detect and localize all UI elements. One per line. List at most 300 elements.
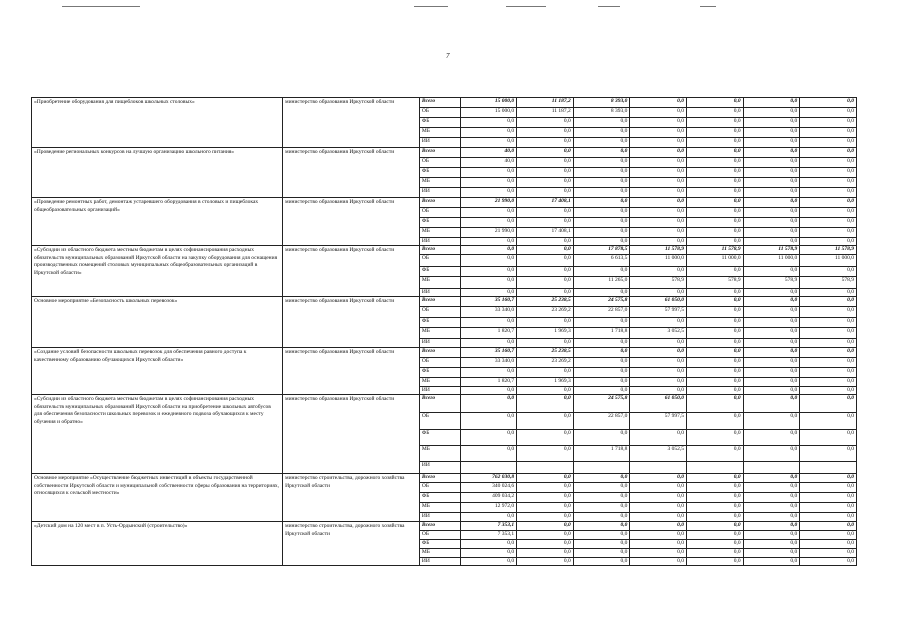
amount-cell: 0,0 bbox=[743, 348, 800, 358]
amount-cell: 0,0 bbox=[743, 168, 800, 178]
amount-cell: 0,0 bbox=[630, 267, 687, 277]
amount-cell: 0,0 bbox=[687, 531, 744, 540]
amount-cell: 0,0 bbox=[800, 531, 857, 540]
amount-cell: 0,0 bbox=[517, 218, 574, 228]
amount-cell: 0,0 bbox=[460, 208, 517, 218]
amount-cell: 0,0 bbox=[517, 138, 574, 148]
amount-cell: 0,0 bbox=[743, 522, 800, 531]
amount-cell: 0,0 bbox=[573, 368, 630, 378]
amount-cell: 0,0 bbox=[800, 348, 857, 358]
amount-cell: 0,0 bbox=[800, 168, 857, 178]
amount-cell: 0,0 bbox=[460, 549, 517, 558]
amount-cell: 0,0 bbox=[630, 108, 687, 118]
amount-cell: 0,0 bbox=[743, 395, 800, 413]
amount-cell: 3 052,5 bbox=[630, 446, 687, 462]
amount-cell: 0,0 bbox=[460, 168, 517, 178]
amount-cell: 0,0 bbox=[517, 188, 574, 198]
amount-cell: 11 578,9 bbox=[800, 246, 857, 255]
amount-cell: 0,0 bbox=[630, 228, 687, 238]
amount-cell: 17 878,5 bbox=[573, 246, 630, 255]
amount-cell: 0,0 bbox=[743, 503, 800, 513]
amount-cell: 0,0 bbox=[800, 297, 857, 307]
amount-cell: 35 160,7 bbox=[460, 297, 517, 307]
scan-artifact bbox=[506, 6, 546, 7]
table-row bbox=[32, 395, 857, 413]
amount-cell: 0,0 bbox=[517, 474, 574, 483]
amount-cell: 0,0 bbox=[573, 387, 630, 395]
amount-cell: 0,0 bbox=[743, 289, 800, 297]
funding-source-label: ФБ bbox=[419, 118, 460, 128]
amount-cell: 0,0 bbox=[800, 474, 857, 483]
executor-name: министерство образования Иркутской области bbox=[283, 297, 420, 348]
amount-cell: 0,0 bbox=[687, 387, 744, 395]
amount-cell: 0,0 bbox=[573, 228, 630, 238]
amount-cell: 0,0 bbox=[800, 208, 857, 218]
funding-source-label: ФБ bbox=[419, 493, 460, 503]
funding-source-label: ФБ bbox=[419, 168, 460, 178]
amount-cell: 0,0 bbox=[630, 118, 687, 128]
amount-cell: 12 972,0 bbox=[460, 503, 517, 513]
amount-cell: 0,0 bbox=[460, 218, 517, 228]
amount-cell: 0,0 bbox=[800, 522, 857, 531]
amount-cell: 33 340,0 bbox=[460, 307, 517, 318]
amount-cell: 0,0 bbox=[687, 238, 744, 246]
amount-cell: 0,0 bbox=[573, 138, 630, 148]
amount-cell: 0,0 bbox=[517, 387, 574, 395]
amount-cell: 0,0 bbox=[687, 474, 744, 483]
amount-cell: 0,0 bbox=[460, 446, 517, 462]
amount-cell: 0,0 bbox=[743, 446, 800, 462]
amount-cell: 0,0 bbox=[743, 98, 800, 108]
amount-cell: 0,0 bbox=[460, 138, 517, 148]
amount-cell: 0,0 bbox=[573, 178, 630, 188]
funding-source-label: ОБ bbox=[419, 255, 460, 267]
amount-cell: 578,9 bbox=[630, 277, 687, 289]
funding-source-label: МБ bbox=[419, 228, 460, 238]
amount-cell: 0,0 bbox=[687, 549, 744, 558]
amount-cell: 0,0 bbox=[630, 387, 687, 395]
amount-cell: 17 408,1 bbox=[517, 198, 574, 208]
amount-cell: 0,0 bbox=[800, 178, 857, 188]
amount-cell: 0,0 bbox=[573, 549, 630, 558]
amount-cell: 0,0 bbox=[800, 413, 857, 430]
amount-cell: 0,0 bbox=[800, 108, 857, 118]
amount-cell: 0,0 bbox=[687, 358, 744, 368]
amount-cell: 0,0 bbox=[687, 98, 744, 108]
amount-cell: 0,0 bbox=[573, 483, 630, 493]
amount-cell: 22 857,0 bbox=[573, 307, 630, 318]
amount-cell: 0,0 bbox=[687, 328, 744, 339]
amount-cell: 17 408,1 bbox=[517, 228, 574, 238]
amount-cell: 0,0 bbox=[743, 413, 800, 430]
amount-cell: 23 269,2 bbox=[517, 358, 574, 368]
amount-cell: 21 990,0 bbox=[460, 198, 517, 208]
amount-cell: 0,0 bbox=[800, 148, 857, 158]
amount-cell: 0,0 bbox=[800, 267, 857, 277]
amount-cell: 0,0 bbox=[517, 540, 574, 549]
amount-cell bbox=[630, 462, 687, 474]
amount-cell: 0,0 bbox=[460, 413, 517, 430]
amount-cell: 0,0 bbox=[743, 297, 800, 307]
amount-cell: 0,0 bbox=[743, 128, 800, 138]
amount-cell: 0,0 bbox=[630, 178, 687, 188]
amount-cell: 0,0 bbox=[687, 267, 744, 277]
amount-cell: 0,0 bbox=[517, 430, 574, 446]
amount-cell: 0,0 bbox=[630, 318, 687, 328]
amount-cell: 0,0 bbox=[687, 307, 744, 318]
amount-cell: 0,0 bbox=[687, 178, 744, 188]
amount-cell: 0,0 bbox=[630, 483, 687, 493]
amount-cell: 0,0 bbox=[517, 368, 574, 378]
amount-cell: 0,0 bbox=[800, 98, 857, 108]
funding-source-label: Всего bbox=[419, 198, 460, 208]
amount-cell: 0,0 bbox=[687, 108, 744, 118]
amount-cell: 0,0 bbox=[630, 493, 687, 503]
amount-cell: 0,0 bbox=[517, 318, 574, 328]
amount-cell bbox=[687, 462, 744, 474]
amount-cell: 11 578,9 bbox=[687, 246, 744, 255]
funding-source-label: ИИ bbox=[419, 387, 460, 395]
amount-cell: 0,0 bbox=[573, 158, 630, 168]
amount-cell: 0,0 bbox=[800, 228, 857, 238]
amount-cell: 11 000,0 bbox=[687, 255, 744, 267]
amount-cell: 0,0 bbox=[743, 228, 800, 238]
amount-cell: 0,0 bbox=[800, 307, 857, 318]
amount-cell: 0,0 bbox=[800, 158, 857, 168]
amount-cell: 0,0 bbox=[800, 387, 857, 395]
amount-cell: 0,0 bbox=[517, 549, 574, 558]
amount-cell: 0,0 bbox=[573, 430, 630, 446]
amount-cell: 0,0 bbox=[687, 483, 744, 493]
amount-cell: 0,0 bbox=[573, 348, 630, 358]
amount-cell: 0,0 bbox=[800, 318, 857, 328]
table-row bbox=[32, 198, 857, 208]
amount-cell: 0,0 bbox=[743, 339, 800, 348]
amount-cell: 0,0 bbox=[460, 395, 517, 413]
amount-cell: 0,0 bbox=[517, 168, 574, 178]
executor-name: министерство строительства, дорожного хозяйства Иркутской области bbox=[283, 522, 420, 566]
amount-cell: 0,0 bbox=[517, 128, 574, 138]
amount-cell: 0,0 bbox=[800, 446, 857, 462]
amount-cell bbox=[573, 462, 630, 474]
amount-cell: 0,0 bbox=[573, 474, 630, 483]
amount-cell: 0,0 bbox=[517, 208, 574, 218]
activity-name: «Проведение региональных конкурсов на лучшую организацию школьного питания» bbox=[32, 148, 283, 198]
amount-cell: 0,0 bbox=[743, 358, 800, 368]
amount-cell: 0,0 bbox=[743, 318, 800, 328]
amount-cell: 0,0 bbox=[630, 168, 687, 178]
amount-cell: 0,0 bbox=[743, 238, 800, 246]
executor-name: министерство строительства, дорожного хозяйства Иркутской области bbox=[283, 474, 420, 522]
amount-cell: 0,0 bbox=[573, 558, 630, 566]
amount-cell: 0,0 bbox=[800, 430, 857, 446]
amount-cell: 0,0 bbox=[687, 493, 744, 503]
amount-cell: 0,0 bbox=[687, 446, 744, 462]
funding-source-label: ФБ bbox=[419, 218, 460, 228]
amount-cell: 0,0 bbox=[460, 267, 517, 277]
funding-source-label: Всего bbox=[419, 522, 460, 531]
amount-cell: 0,0 bbox=[743, 368, 800, 378]
amount-cell: 0,0 bbox=[630, 138, 687, 148]
amount-cell: 1 969,3 bbox=[517, 378, 574, 387]
amount-cell: 0,0 bbox=[460, 513, 517, 522]
activity-name: «Приобретение оборудования для пищеблоков школьных столовых» bbox=[32, 98, 283, 148]
amount-cell: 0,0 bbox=[573, 218, 630, 228]
amount-cell: 0,0 bbox=[460, 118, 517, 128]
amount-cell: 0,0 bbox=[743, 148, 800, 158]
funding-source-label: ФБ bbox=[419, 368, 460, 378]
funding-source-label: ИИ bbox=[419, 238, 460, 246]
funding-source-label: ОБ bbox=[419, 413, 460, 430]
amount-cell: 0,0 bbox=[687, 218, 744, 228]
activity-name: «Детский дом на 120 мест в п. Усть-Ордынский (строительство)» bbox=[32, 522, 283, 566]
amount-cell: 0,0 bbox=[687, 522, 744, 531]
funding-source-label: ИИ bbox=[419, 138, 460, 148]
amount-cell: 11 000,0 bbox=[630, 255, 687, 267]
amount-cell: 0,0 bbox=[687, 148, 744, 158]
amount-cell: 0,0 bbox=[573, 513, 630, 522]
amount-cell: 0,0 bbox=[800, 188, 857, 198]
amount-cell: 0,0 bbox=[800, 540, 857, 549]
amount-cell: 0,0 bbox=[630, 348, 687, 358]
amount-cell: 0,0 bbox=[630, 148, 687, 158]
amount-cell: 11 187,2 bbox=[517, 108, 574, 118]
funding-source-label: Всего bbox=[419, 148, 460, 158]
amount-cell: 0,0 bbox=[743, 387, 800, 395]
funding-source-label: Всего bbox=[419, 297, 460, 307]
amount-cell: 0,0 bbox=[687, 540, 744, 549]
amount-cell: 0,0 bbox=[630, 531, 687, 540]
amount-cell: 0,0 bbox=[460, 238, 517, 246]
amount-cell: 0,0 bbox=[743, 188, 800, 198]
amount-cell: 0,0 bbox=[630, 238, 687, 246]
funding-source-label: ФБ bbox=[419, 267, 460, 277]
scan-artifact bbox=[700, 6, 716, 7]
amount-cell: 0,0 bbox=[517, 246, 574, 255]
amount-cell: 0,0 bbox=[743, 138, 800, 148]
amount-cell: 0,0 bbox=[573, 118, 630, 128]
amount-cell: 0,0 bbox=[687, 413, 744, 430]
amount-cell: 0,0 bbox=[687, 339, 744, 348]
amount-cell: 0,0 bbox=[800, 513, 857, 522]
amount-cell: 340 024,6 bbox=[460, 483, 517, 493]
funding-source-label: ОБ bbox=[419, 158, 460, 168]
amount-cell: 0,0 bbox=[573, 522, 630, 531]
amount-cell: 0,0 bbox=[573, 540, 630, 549]
amount-cell: 61 050,0 bbox=[630, 395, 687, 413]
amount-cell: 0,0 bbox=[517, 148, 574, 158]
amount-cell: 0,0 bbox=[687, 228, 744, 238]
funding-source-label: Всего bbox=[419, 395, 460, 413]
amount-cell: 0,0 bbox=[687, 138, 744, 148]
funding-source-label: МБ bbox=[419, 549, 460, 558]
amount-cell: 0,0 bbox=[743, 493, 800, 503]
amount-cell: 6 613,5 bbox=[573, 255, 630, 267]
amount-cell: 0,0 bbox=[800, 368, 857, 378]
amount-cell: 11 578,9 bbox=[743, 246, 800, 255]
amount-cell: 0,0 bbox=[517, 339, 574, 348]
amount-cell: 0,0 bbox=[630, 474, 687, 483]
executor-name: министерство образования Иркутской области bbox=[283, 348, 420, 395]
amount-cell: 0,0 bbox=[687, 348, 744, 358]
amount-cell: 40,0 bbox=[460, 148, 517, 158]
funding-source-label: ИИ bbox=[419, 462, 460, 474]
amount-cell: 0,0 bbox=[743, 178, 800, 188]
amount-cell: 22 857,0 bbox=[573, 413, 630, 430]
amount-cell: 0,0 bbox=[517, 277, 574, 289]
amount-cell: 0,0 bbox=[460, 178, 517, 188]
amount-cell: 0,0 bbox=[630, 98, 687, 108]
amount-cell: 0,0 bbox=[743, 118, 800, 128]
page-number: 7 bbox=[446, 52, 450, 60]
amount-cell: 0,0 bbox=[687, 395, 744, 413]
amount-cell: 0,0 bbox=[573, 339, 630, 348]
amount-cell: 0,0 bbox=[517, 158, 574, 168]
amount-cell: 0,0 bbox=[630, 128, 687, 138]
amount-cell: 7 353,1 bbox=[460, 522, 517, 531]
amount-cell: 0,0 bbox=[517, 503, 574, 513]
amount-cell: 0,0 bbox=[743, 430, 800, 446]
scan-artifact bbox=[598, 6, 620, 7]
amount-cell: 0,0 bbox=[460, 128, 517, 138]
amount-cell: 0,0 bbox=[800, 493, 857, 503]
funding-source-label: ОБ bbox=[419, 108, 460, 118]
amount-cell: 0,0 bbox=[687, 289, 744, 297]
amount-cell: 0,0 bbox=[687, 168, 744, 178]
funding-source-label: ОБ bbox=[419, 483, 460, 493]
amount-cell: 0,0 bbox=[687, 430, 744, 446]
funding-source-label: ОБ bbox=[419, 208, 460, 218]
amount-cell: 0,0 bbox=[517, 289, 574, 297]
amount-cell: 0,0 bbox=[573, 318, 630, 328]
amount-cell: 7 353,1 bbox=[460, 531, 517, 540]
amount-cell: 0,0 bbox=[800, 118, 857, 128]
amount-cell: 0,0 bbox=[573, 267, 630, 277]
amount-cell: 0,0 bbox=[630, 513, 687, 522]
amount-cell: 0,0 bbox=[517, 531, 574, 540]
funding-source-label: МБ bbox=[419, 503, 460, 513]
amount-cell: 0,0 bbox=[630, 558, 687, 566]
amount-cell: 0,0 bbox=[630, 289, 687, 297]
activity-name: Основное мероприятие «Безопасность школьных перевозок» bbox=[32, 297, 283, 348]
amount-cell: 0,0 bbox=[460, 318, 517, 328]
funding-source-label: ФБ bbox=[419, 318, 460, 328]
activity-name: «Создание условий безопасности школьных перевозок для обеспечения равного доступа к качественному образованию обучающихся Иркутской области» bbox=[32, 348, 283, 395]
amount-cell: 0,0 bbox=[517, 118, 574, 128]
amount-cell: 1 820,7 bbox=[460, 328, 517, 339]
amount-cell: 578,9 bbox=[800, 277, 857, 289]
table-row bbox=[32, 522, 857, 531]
amount-cell: 0,0 bbox=[460, 277, 517, 289]
amount-cell: 0,0 bbox=[687, 158, 744, 168]
amount-cell: 0,0 bbox=[800, 218, 857, 228]
funding-source-label: ИИ bbox=[419, 558, 460, 566]
executor-name: министерство образования Иркутской области bbox=[283, 246, 420, 297]
amount-cell: 0,0 bbox=[517, 558, 574, 566]
amount-cell: 0,0 bbox=[517, 267, 574, 277]
amount-cell: 0,0 bbox=[573, 358, 630, 368]
amount-cell: 0,0 bbox=[573, 128, 630, 138]
amount-cell: 0,0 bbox=[743, 483, 800, 493]
amount-cell: 0,0 bbox=[800, 558, 857, 566]
amount-cell: 0,0 bbox=[743, 549, 800, 558]
amount-cell: 0,0 bbox=[800, 483, 857, 493]
funding-source-label: ОБ bbox=[419, 531, 460, 540]
amount-cell: 0,0 bbox=[517, 522, 574, 531]
amount-cell: 0,0 bbox=[460, 540, 517, 549]
funding-source-label: ФБ bbox=[419, 540, 460, 549]
amount-cell: 1 969,3 bbox=[517, 328, 574, 339]
table-row bbox=[32, 348, 857, 358]
funding-source-label: ОБ bbox=[419, 307, 460, 318]
amount-cell: 0,0 bbox=[630, 339, 687, 348]
funding-source-label: МБ bbox=[419, 178, 460, 188]
amount-cell: 0,0 bbox=[800, 339, 857, 348]
amount-cell: 0,0 bbox=[517, 493, 574, 503]
executor-name: министерство образования Иркутской области bbox=[283, 98, 420, 148]
amount-cell: 0,0 bbox=[630, 540, 687, 549]
amount-cell: 21 990,0 bbox=[460, 228, 517, 238]
amount-cell: 0,0 bbox=[687, 128, 744, 138]
amount-cell: 0,0 bbox=[630, 198, 687, 208]
amount-cell: 33 340,0 bbox=[460, 358, 517, 368]
amount-cell: 1 718,8 bbox=[573, 446, 630, 462]
amount-cell: 578,9 bbox=[687, 277, 744, 289]
table-row bbox=[32, 474, 857, 483]
amount-cell: 0,0 bbox=[517, 255, 574, 267]
amount-cell: 11 578,9 bbox=[630, 246, 687, 255]
amount-cell: 0,0 bbox=[630, 218, 687, 228]
amount-cell: 0,0 bbox=[743, 208, 800, 218]
amount-cell: 0,0 bbox=[800, 378, 857, 387]
amount-cell: 0,0 bbox=[517, 178, 574, 188]
amount-cell: 0,0 bbox=[573, 378, 630, 387]
amount-cell: 0,0 bbox=[630, 522, 687, 531]
amount-cell: 0,0 bbox=[460, 430, 517, 446]
amount-cell: 0,0 bbox=[800, 395, 857, 413]
table-row bbox=[32, 297, 857, 307]
scan-artifact bbox=[414, 6, 448, 7]
amount-cell: 0,0 bbox=[687, 368, 744, 378]
funding-source-label: ИИ bbox=[419, 513, 460, 522]
budget-table bbox=[31, 97, 857, 566]
amount-cell: 0,0 bbox=[573, 188, 630, 198]
table-body bbox=[32, 98, 857, 566]
funding-source-label: Всего bbox=[419, 474, 460, 483]
amount-cell: 0,0 bbox=[573, 148, 630, 158]
amount-cell: 0,0 bbox=[460, 368, 517, 378]
amount-cell: 0,0 bbox=[687, 188, 744, 198]
table-row bbox=[32, 98, 857, 108]
amount-cell: 0,0 bbox=[460, 387, 517, 395]
amount-cell: 0,0 bbox=[687, 208, 744, 218]
amount-cell: 61 050,0 bbox=[630, 297, 687, 307]
amount-cell: 0,0 bbox=[517, 446, 574, 462]
amount-cell: 0,0 bbox=[743, 198, 800, 208]
amount-cell: 0,0 bbox=[743, 540, 800, 549]
amount-cell: 578,9 bbox=[743, 277, 800, 289]
amount-cell: 0,0 bbox=[460, 558, 517, 566]
amount-cell: 1 820,7 bbox=[460, 378, 517, 387]
funding-source-label: МБ bbox=[419, 128, 460, 138]
amount-cell: 0,0 bbox=[517, 483, 574, 493]
amount-cell: 0,0 bbox=[573, 531, 630, 540]
amount-cell: 0,0 bbox=[630, 503, 687, 513]
amount-cell: 0,0 bbox=[743, 218, 800, 228]
amount-cell: 0,0 bbox=[573, 208, 630, 218]
amount-cell: 0,0 bbox=[517, 513, 574, 522]
amount-cell: 0,0 bbox=[687, 503, 744, 513]
